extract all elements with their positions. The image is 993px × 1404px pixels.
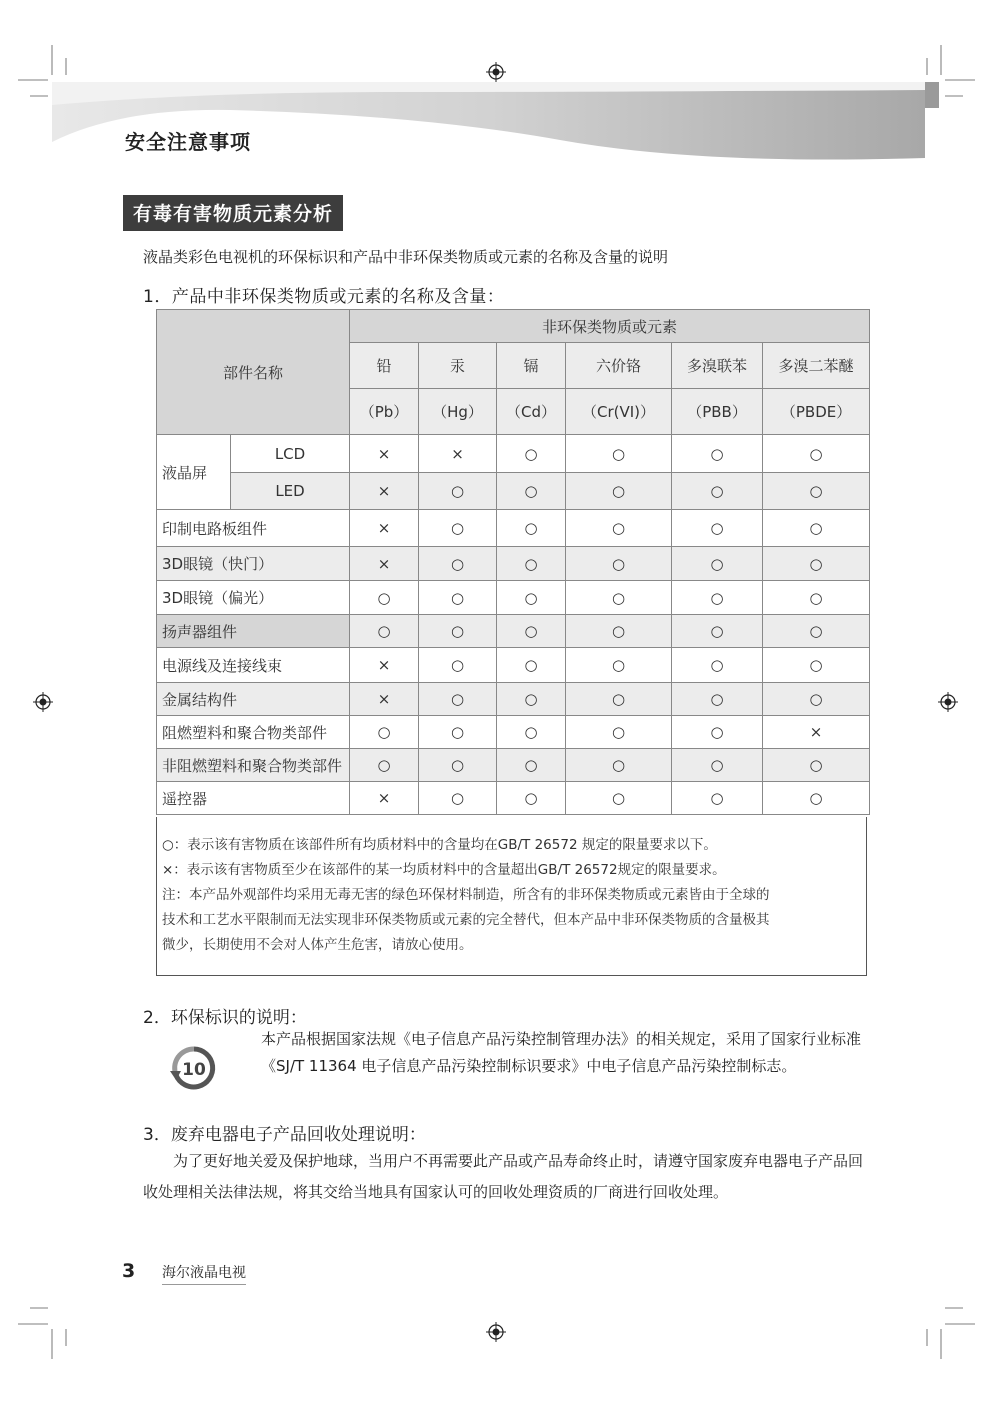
table-row <box>157 510 870 547</box>
table-row <box>157 547 870 581</box>
row-label: 遥控器 <box>157 782 350 815</box>
part2-text: 本产品根据国家法规《电子信息产品污染控制管理办法》的相关规定，采用了国家行业标准《SJ/T 11364 电子信息产品污染控制标识要求》中电子信息产品污染控制标志。 <box>261 1030 862 1075</box>
table-cell: ○ <box>566 683 672 716</box>
registration-mark-icon <box>938 692 958 712</box>
table-cell: ○ <box>566 473 672 510</box>
table-cell: ○ <box>350 615 419 648</box>
column-symbol: （PBDE） <box>763 389 870 435</box>
part3-heading: 3．废弃电器电子产品回收处理说明： <box>143 1125 426 1145</box>
row-label: 非阻燃塑料和聚合物类部件 <box>157 749 350 782</box>
table-cell: ○ <box>419 683 497 716</box>
row-label: 3D眼镜（快门） <box>157 547 350 581</box>
table-row <box>157 615 870 648</box>
table-cell: ○ <box>763 473 870 510</box>
part3-text: 为了更好地关爱及保护地球，当用户不再需要此产品或产品寿命终止时，请遵守国家废弃电器电子产品回收处理相关法律法规，将其交给当地具有国家认可的回收处理资质的厂商进行回收处理。 <box>143 1152 864 1201</box>
table-cell: ○ <box>763 581 870 615</box>
row-label: 3D眼镜（偏光） <box>157 581 350 615</box>
table-cell: ○ <box>350 581 419 615</box>
table-cell: × <box>350 648 419 683</box>
column-symbol: （Hg） <box>419 389 497 435</box>
table-cell: × <box>419 435 497 473</box>
table-cell: ○ <box>350 749 419 782</box>
registration-mark-icon <box>486 62 506 82</box>
note-line: ○：表示该有害物质在该部件所有均质材料中的含量均在GB/T 26572 规定的限量要求以下。 <box>162 837 717 853</box>
table-cell: ○ <box>497 749 566 782</box>
page-number: 3 <box>122 1260 136 1282</box>
table-cell: ○ <box>672 510 763 547</box>
column-symbol: （Cd） <box>497 389 566 435</box>
column-name: 铅 <box>350 343 419 389</box>
table-row <box>157 782 870 815</box>
column-symbol: （Cr(VI)） <box>566 389 672 435</box>
table-cell: ○ <box>497 581 566 615</box>
table-cell: × <box>350 435 419 473</box>
column-name: 多溴联苯 <box>672 343 763 389</box>
table-row <box>157 648 870 683</box>
table-cell: ○ <box>419 581 497 615</box>
table-cell: ○ <box>763 510 870 547</box>
table-row <box>157 683 870 716</box>
table-cell: ○ <box>672 683 763 716</box>
table-cell: ○ <box>419 782 497 815</box>
note-line: 技术和工艺水平限制而无法实现非环保类物质或元素的完全替代，但本产品中非环保类物质的含量极其 <box>162 912 770 928</box>
column-symbol: （Pb） <box>350 389 419 435</box>
table-cell: ○ <box>419 648 497 683</box>
column-name: 镉 <box>497 343 566 389</box>
table-cell: ○ <box>497 547 566 581</box>
table-cell: × <box>763 716 870 749</box>
table-cell: ○ <box>497 648 566 683</box>
table-cell: ○ <box>419 716 497 749</box>
note-line: ×：表示该有害物质至少在该部件的某一均质材料中的含量超出GB/T 26572规定的限量要求。 <box>162 862 726 878</box>
table-cell: ○ <box>497 782 566 815</box>
table-cell: ○ <box>497 683 566 716</box>
footer-brand: 海尔液晶电视 <box>162 1262 246 1285</box>
column-name: 六价铬 <box>566 343 672 389</box>
registration-mark-icon <box>486 1322 506 1342</box>
part2-heading: 2．环保标识的说明： <box>143 1008 307 1028</box>
table-cell: ○ <box>350 716 419 749</box>
table-cell: × <box>350 473 419 510</box>
table-cell: ○ <box>672 615 763 648</box>
page-title: 安全注意事项 <box>125 130 251 154</box>
table-cell: ○ <box>497 435 566 473</box>
part1-heading: 1．产品中非环保类物质或元素的名称及含量： <box>143 287 505 307</box>
svg-text:10: 10 <box>182 1060 206 1080</box>
row-label: 扬声器组件 <box>157 615 350 648</box>
table-cell: ○ <box>497 615 566 648</box>
table-row <box>157 716 870 749</box>
column-name: 汞 <box>419 343 497 389</box>
eco-10-logo-icon <box>169 1045 219 1091</box>
table-row <box>157 749 870 782</box>
row-label: 印制电路板组件 <box>157 510 350 547</box>
table-cell: ○ <box>763 683 870 716</box>
table-cell: ○ <box>566 615 672 648</box>
registration-mark-icon <box>33 692 53 712</box>
screen-row-label: LCD <box>231 435 350 473</box>
section-badge: 有毒有害物质元素分析 <box>123 195 343 231</box>
table-cell: ○ <box>419 547 497 581</box>
table-cell: ○ <box>419 749 497 782</box>
header-wave-decoration <box>0 70 993 180</box>
table-cell: ○ <box>763 648 870 683</box>
intro-text: 液晶类彩色电视机的环保标识和产品中非环保类物质或元素的名称及含量的说明 <box>143 248 669 266</box>
table-cell: ○ <box>497 510 566 547</box>
note-line: 微少，长期使用不会对人体产生危害，请放心使用。 <box>162 937 473 953</box>
column-name: 多溴二苯醚 <box>763 343 870 389</box>
note-line: 注：本产品外观部件均采用无毒无害的绿色环保材料制造，所含有的非环保类物质或元素皆由于全球的 <box>162 887 770 903</box>
screen-group-label: 液晶屏 <box>157 435 231 510</box>
table-cell: ○ <box>566 716 672 749</box>
table-cell: × <box>350 547 419 581</box>
table-cell: ○ <box>672 648 763 683</box>
table-cell: ○ <box>672 435 763 473</box>
substance-group-header: 非环保类物质或元素 <box>350 310 870 343</box>
table-cell: ○ <box>419 473 497 510</box>
table-row <box>157 581 870 615</box>
table-body <box>157 510 870 815</box>
table-cell: ○ <box>763 615 870 648</box>
table-cell: ○ <box>672 581 763 615</box>
table-cell: ○ <box>566 648 672 683</box>
table-cell: ○ <box>672 782 763 815</box>
table-cell: ○ <box>497 716 566 749</box>
screen-row-label: LED <box>231 473 350 510</box>
table-notes <box>156 817 867 976</box>
table-cell: ○ <box>497 473 566 510</box>
table-cell: ○ <box>672 473 763 510</box>
table-cell: ○ <box>672 716 763 749</box>
table-cell: ○ <box>672 547 763 581</box>
table-cell: ○ <box>566 581 672 615</box>
table-cell: ○ <box>566 782 672 815</box>
part-name-header: 部件名称 <box>157 310 350 435</box>
table-cell: ○ <box>763 782 870 815</box>
table-cell: ○ <box>419 615 497 648</box>
table-cell: ○ <box>566 510 672 547</box>
table-cell: ○ <box>672 749 763 782</box>
table-cell: ○ <box>566 547 672 581</box>
table-cell: ○ <box>566 749 672 782</box>
table-cell: × <box>350 683 419 716</box>
table-cell: × <box>350 782 419 815</box>
column-symbol: （PBB） <box>672 389 763 435</box>
row-label: 金属结构件 <box>157 683 350 716</box>
table-cell: × <box>350 510 419 547</box>
row-label: 电源线及连接线束 <box>157 648 350 683</box>
table-cell: ○ <box>763 749 870 782</box>
substance-table <box>156 309 870 815</box>
table-cell: ○ <box>763 547 870 581</box>
table-cell: ○ <box>763 435 870 473</box>
row-label: 阻燃塑料和聚合物类部件 <box>157 716 350 749</box>
table-cell: ○ <box>566 435 672 473</box>
table-cell: ○ <box>419 510 497 547</box>
